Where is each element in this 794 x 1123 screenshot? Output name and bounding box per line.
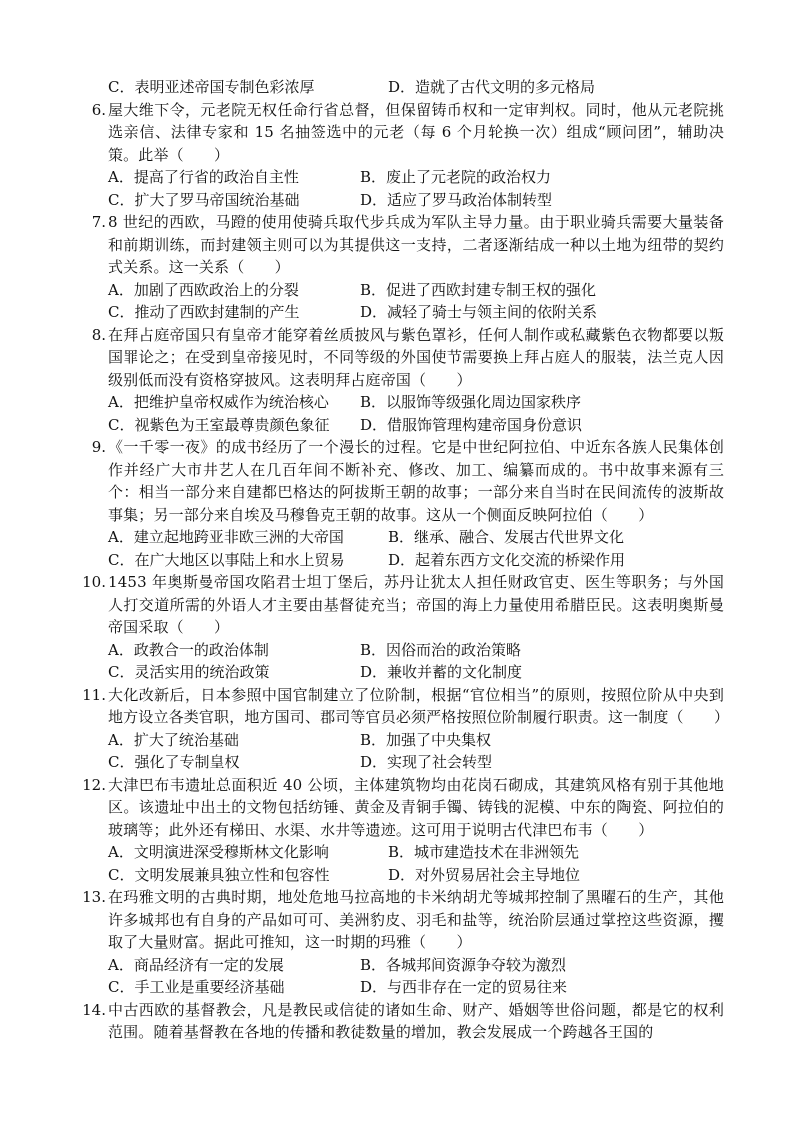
question-number: 6. [91, 100, 106, 119]
option-row [108, 526, 724, 549]
question-stem: 大化改新后，日本参照中国官制建立了位阶制，根据“官位相当”的原则，按照位阶从中央到地方设立各类官职，地方国司、郡司等官员必须严格按照位阶制履行职责。这一制度（ ） [108, 685, 730, 726]
option-row [108, 279, 724, 302]
question-stem: 中古西欧的基督教会，凡是教民或信徒的诸如生命、财产、婚姻等世俗问题，都是它的权利范围。随着基督教在各地的传播和教徒数量的增加，教会发展成一个跨越各王国的 [108, 1000, 724, 1041]
option-b: B．因俗而治的政治策略 [360, 640, 522, 659]
question-number: 14. [82, 1000, 106, 1019]
option-c: C．强化了专制皇权 [108, 753, 240, 771]
option-row [108, 954, 724, 977]
option-row [108, 189, 724, 212]
option-a: A．文明演进深受穆斯林文化影响 [108, 843, 329, 861]
option-row [108, 661, 724, 684]
option-d: D．适应了罗马政治体制转型 [360, 190, 553, 209]
option-a: A．商品经济有一定的发展 [108, 955, 284, 974]
question-10 [84, 571, 724, 684]
options [108, 526, 724, 571]
question-number: 8. [91, 325, 106, 344]
question-number: 7. [91, 213, 106, 231]
question-number: 9. [91, 438, 106, 456]
question-number: 13. [82, 888, 106, 906]
option-c: C．灵活实用的统治政策 [108, 663, 270, 681]
option-row [108, 864, 724, 887]
option-row [108, 639, 724, 662]
question-stem: 8 世纪的西欧，马蹬的使用使骑兵取代步兵成为军队主导力量。由于职业骑兵需要大量装备和前期训练，而封建领主则可以为其提供这一支持，二者逐渐结成一种以土地为纽带的契约式关系。这一关系（ ） [108, 213, 724, 276]
question-stem: 《一千零一夜》的成书经历了一个漫长的过程。它是中世纪阿拉伯、中近东各族人民集体创作并经广大市井艺人在几百年间不断补充、修改、加工、编纂而成的。书中故事来源有三个：相当一部分来自建都巴格达的阿拔斯王朝的故事；一部分来自当时在民间流传的波斯故事集；另一部分来自埃及马穆鲁克王朝的故事。这从一个侧面反映阿拉伯（ ） [108, 438, 724, 524]
option-a: A．政教合一的政治体制 [108, 640, 269, 659]
lead-options [84, 76, 724, 99]
question-11 [82, 684, 730, 774]
option-d: D．借服饰管理构建帝国身份意识 [360, 415, 583, 434]
option-b: B．废止了元老院的政治权力 [360, 168, 552, 186]
option-c: C．推动了西欧封建制的产生 [108, 303, 300, 321]
options [108, 279, 724, 324]
option-c: C．表明亚述帝国专制色彩浓厚 [108, 78, 315, 96]
option-row [108, 751, 724, 774]
question-number: 10. [82, 573, 106, 591]
option-row [108, 414, 724, 437]
option-b: B．城市建造技术在非洲领先 [388, 843, 580, 861]
option-d: D．减轻了骑士与领主间的依附关系 [360, 303, 598, 321]
question-stem: 大津巴布韦遗址总面积近 40 公顷，主体建筑物均由花岗石砌成，其建筑风格有别于其他地区。该遗址中出土的文物包括纺锤、黄金及青铜手镯、铸钱的泥模、中东的陶瓷、阿拉伯的玻璃等；此外还有梯田、水渠、水井等遗迹。这可用于说明古代津巴布韦（ ） [108, 775, 724, 839]
option-a: A．把维护皇帝权威作为统治核心 [108, 393, 329, 411]
options [108, 729, 724, 774]
option-b: B．以服饰等级强化周边国家秩序 [360, 393, 582, 411]
options [108, 391, 724, 436]
option-c: C．视紫色为王室最尊贵颜色象征 [108, 415, 330, 434]
option-b: B．继承、融合、发展古代世界文化 [388, 528, 625, 546]
question-13 [84, 886, 724, 999]
option-d: D．与西非存在一定的贸易往来 [360, 978, 568, 996]
option-c: C．手工业是重要经济基础 [108, 978, 285, 996]
option-a: A．提高了行省的政治自主性 [108, 168, 299, 186]
question-list [82, 76, 730, 1044]
option-a: A．建立起地跨亚非欧三洲的大帝国 [108, 528, 344, 546]
option-a: A．加剧了西欧政治上的分裂 [108, 280, 299, 299]
option-row [108, 301, 724, 324]
option-d: D．造就了古代文明的多元格局 [388, 78, 596, 96]
option-row [108, 729, 724, 752]
question-7 [84, 211, 724, 324]
question-stem: 屋大维下令，元老院无权任命行省总督，但保留铸币权和一定审判权。同时，他从元老院挑选亲信、法律专家和 15 名抽签选中的元老（每 6 个月轮换一次）组成“顾问团”，辅助决策。此举（ ） [108, 100, 724, 164]
options [108, 954, 724, 999]
question-12 [84, 774, 724, 887]
option-b: B．加强了中央集权 [360, 730, 492, 749]
option-c: C．文明发展兼具独立性和包容性 [108, 865, 330, 884]
option-d: D．起着东西方文化交流的桥梁作用 [388, 550, 626, 569]
question-14 [84, 999, 724, 1044]
option-d: D．兼收并蓄的文化制度 [360, 663, 523, 681]
option-b: B．各城邦间资源争夺较为激烈 [360, 955, 567, 974]
options [108, 841, 724, 886]
option-b: B．促进了西欧封建专制王权的强化 [360, 280, 597, 299]
option-row [108, 391, 724, 414]
question-8 [84, 324, 724, 437]
options [108, 166, 724, 211]
option-c: C．扩大了罗马帝国统治基础 [108, 190, 300, 209]
question-stem: 在玛雅文明的古典时期，地处危地马拉高地的卡米纳胡尤等城邦控制了黑曜石的生产，其他许多城邦也有自身的产品如可可、美洲豹皮、羽毛和盐等，统治阶层通过掌控这些资源，攫取了大量财富。据此可推知，这一时期的玛雅（ ） [108, 888, 724, 951]
option-row [108, 841, 724, 864]
option-c: C．在广大地区以事陆上和水上贸易 [108, 550, 345, 569]
question-stem: 在拜占庭帝国只有皇帝才能穿着丝质披风与紫色罩衫，任何人制作或私藏紫色衣物都要以叛国罪论之；在受到皇帝接见时，不同等级的外国使节需要换上拜占庭人的服装，法兰克人因级别低而没有资格穿披风。这表明拜占庭帝国（ ） [108, 325, 724, 389]
option-row [108, 549, 724, 572]
option-row [108, 976, 724, 999]
option-row [108, 166, 724, 189]
option-row [108, 76, 724, 99]
option-d: D．对外贸易居社会主导地位 [388, 865, 581, 884]
question-number: 11. [82, 685, 106, 704]
question-number: 12. [82, 775, 106, 794]
options [108, 639, 724, 684]
question-9 [84, 436, 724, 571]
option-a: A．扩大了统治基础 [108, 730, 239, 749]
question-6 [84, 99, 724, 212]
option-d: D．实现了社会转型 [360, 753, 493, 771]
question-stem: 1453 年奥斯曼帝国攻陷君士坦丁堡后，苏丹让犹太人担任财政官吏、医生等职务；与外国人打交道所需的外语人才主要由基督徒充当；帝国的海上力量使用希腊臣民。这表明奥斯曼帝国采取（ ） [108, 573, 724, 636]
